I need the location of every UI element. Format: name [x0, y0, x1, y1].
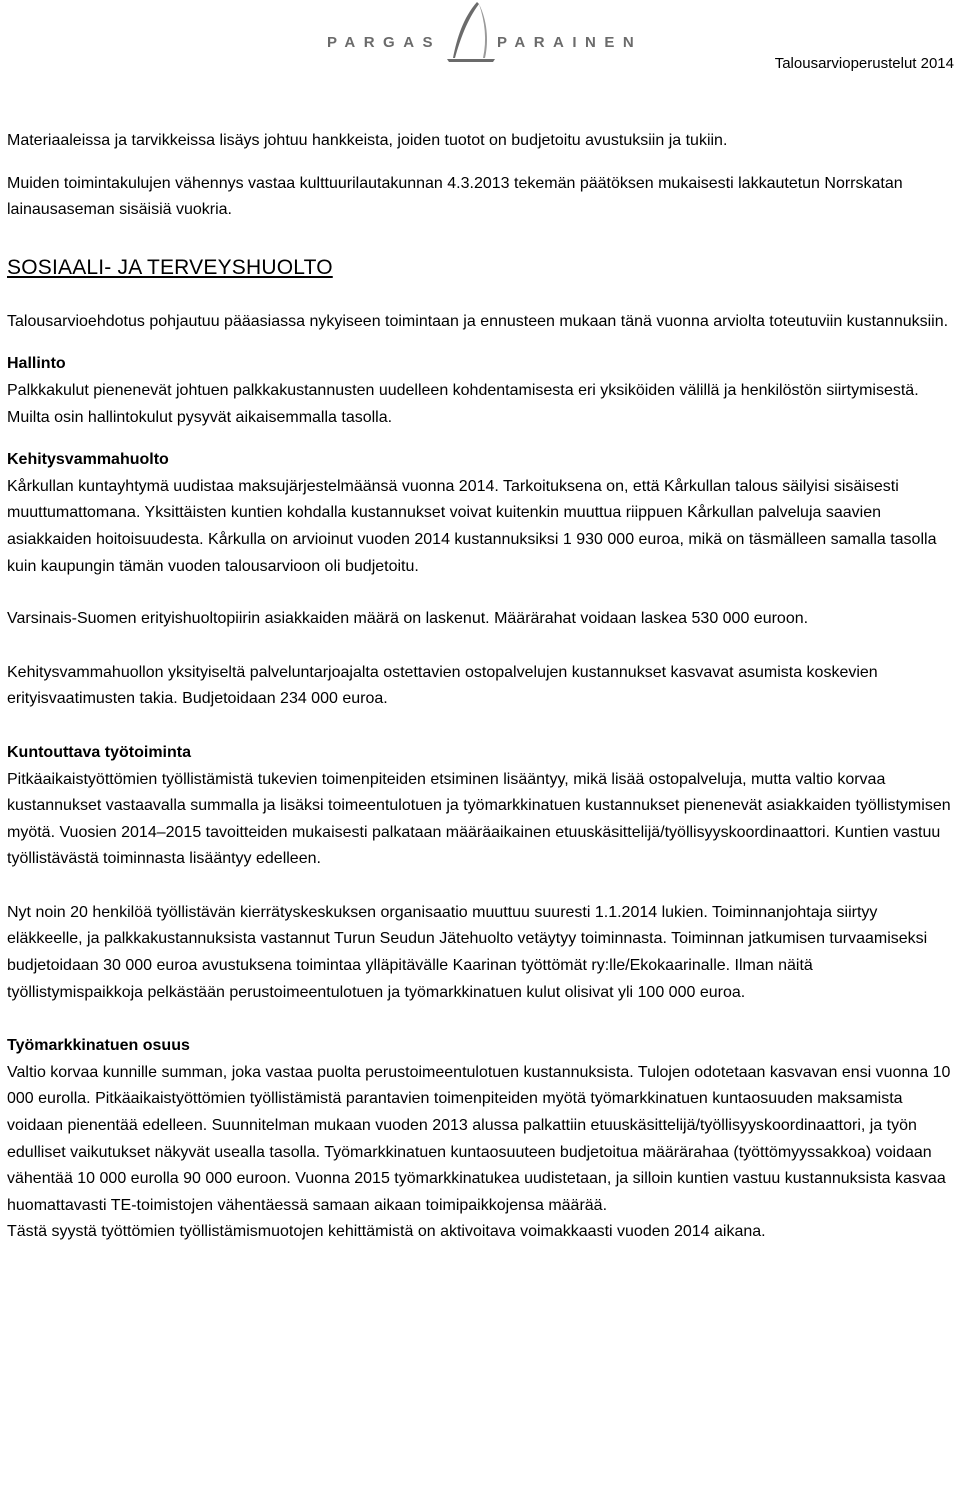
document-body: [7, 128, 953, 1246]
heading-tyomarkkinatuen-osuus: Työmarkkinatuen osuus: [7, 1037, 190, 1055]
page-header: [0, 0, 960, 78]
heading-kehitysvammahuolto: Kehitysvammahuolto: [7, 451, 169, 469]
sail-logo-icon: [433, 0, 503, 64]
paragraph-materials: Materiaaleissa ja tarvikkeissa lisäys johtuu hankkeista, joiden tuotot on budjetoitu avustuksiin ja tukiin.: [7, 132, 728, 149]
paragraph-hallinto: Palkkakulut pienenevät johtuen palkkakustannusten uudelleen kohdentamisesta eri yksiköiden välillä ja henkilöstön siirtymisestä. Muilta osin hallintokulut pysyvät aikaisemmalla tasolla.: [7, 381, 919, 426]
section-intro: Talousarvioehdotus pohjautuu pääasiassa nykyiseen toimintaan ja ennusteen mukaan tänä vuonna arviolta toteutuviin kustannuksiin.: [7, 312, 949, 330]
paragraph-erityishuoltopiiri: Varsinais-Suomen erityishuoltopiirin asiakkaiden määrä on laskenut. Määrärahat voidaan laskea 530 000 euroon.: [7, 610, 809, 628]
pargas-parainen-logo: [325, 0, 643, 66]
heading-kuntouttava-tyotoiminta: Kuntouttava työtoiminta: [7, 743, 191, 761]
paragraph-tasta-syysta: Tästä syystä työttömien työllistämismuotojen kehittämistä on aktivoitava voimakkaasti vuoden 2014 aikana.: [7, 1223, 766, 1241]
document-title: Talousarvioperustelut 2014: [774, 55, 954, 72]
logo-text-parainen: PARAINEN: [497, 34, 643, 51]
paragraph-pitkaaikaistyottomat: Pitkäaikaistyöttömien työllistämistä tukevien toimenpiteiden etsiminen lisääntyy, mikä lisää ostopalveluja, mutta valtio korvaa kustannukset vastaavalla summalla ja lisäksi toimeentulotuen ja työmarkkinatuen kustannukset pienenevät asiakkaiden työllistymisen myötä. Vuosien 2014–2015 tavoitteiden mukaisesti palkataan määräaikainen etuuskäsittelijä/työllisyyskoordinaattori. Kuntien vastuu työllistävästä toiminnasta lisääntyy edelleen.: [7, 770, 951, 868]
logo-text-pargas: PARGAS: [327, 34, 442, 51]
section-heading-social-health: SOSIAALI- JA TERVEYSHUOLTO: [7, 255, 333, 279]
paragraph-karkulla: Kårkullan kuntayhtymä uudistaa maksujärjestelmäänsä vuonna 2014. Tarkoituksena on, että Kårkullan talous säilyisi sisäisesti muuttumattomana. Yksittäisten kuntien kohdalla kustannukset voivat kuitenkin muuttua riippuen Kårkullan palveluja saavien asiakkaiden hoitoisuudesta. Kårkulla on arvioinut vuoden 2014 kustannuksiksi 1 930 000 euroa, mikä on täsmälleen samalla tasolla kuin kaupungin tämän vuoden talousarvioon oli budjetoitu.: [7, 477, 937, 575]
paragraph-valtio-korvaa: Valtio korvaa kunnille summan, joka vastaa puolta perustoimeentulotuen kustannuksista. Tulojen odotetaan kasvavan ensi vuonna 10 000 eurolla. Pitkäaikaistyöttömien työllistämistä parantavien toimenpiteiden myötä työmarkkinatuen kuntaosuuden maksamista voidaan pienentää edelleen. Suunnitelman mukaan vuoden 2013 alussa palkattiin etuuskäsittelijä/työllisyyskoordinaattori, ja työn edulliset vaikutukset näkyvät usealla tasolla. Työmarkkinatuen kuntaosuuteen budjetoitua määrärahaa (työttömyyssakkoa) voidaan vähentää 10 000 eurolla 90 000 euroon. Vuonna 2015 työmarkkinatukea uudistetaan, ja silloin kuntien vastuu kustannuksista kasvaa huomattavasti TE-toimistojen vähentäessä samaan aikaan toimipaikkojensa määrää.: [7, 1063, 951, 1214]
heading-hallinto: Hallinto: [7, 355, 66, 373]
paragraph-operating-costs: Muiden toimintakulujen vähennys vastaa kulttuurilautakunnan 4.3.2013 tekemän päätöksen mukaisesti lakkautetun Norrskatan lainausaseman sisäisiä vuokria.: [7, 174, 903, 219]
paragraph-kierratyskeskus: Nyt noin 20 henkilöä työllistävän kierrätyskeskuksen organisaatio muuttuu suuresti 1.1.2014 lukien. Toiminnanjohtaja siirtyy eläkkeelle, ja palkkakustannuksista vastannut Turun Seudun Jätehuolto vetäytyy toiminnasta. Toiminnan jatkumisen turvaamiseksi budjetoidaan 30 000 euroa avustuksena toimintaa ylläpitävälle Kaarinan työttömät ry:lle/Ekokaarinalle. Ilman näitä työllistymispaikkoja pelkästään perustoimeentulotuen ja työmarkkinatuen kulut olisivat yli 100 000 euroa.: [7, 903, 928, 1001]
paragraph-ostopalvelut: Kehitysvammahuollon yksityiseltä palveluntarjoajalta ostettavien ostopalvelujen kustannukset kasvavat asumista koskevien erityisvaatimusten takia. Budjetoidaan 234 000 euroa.: [7, 663, 878, 708]
